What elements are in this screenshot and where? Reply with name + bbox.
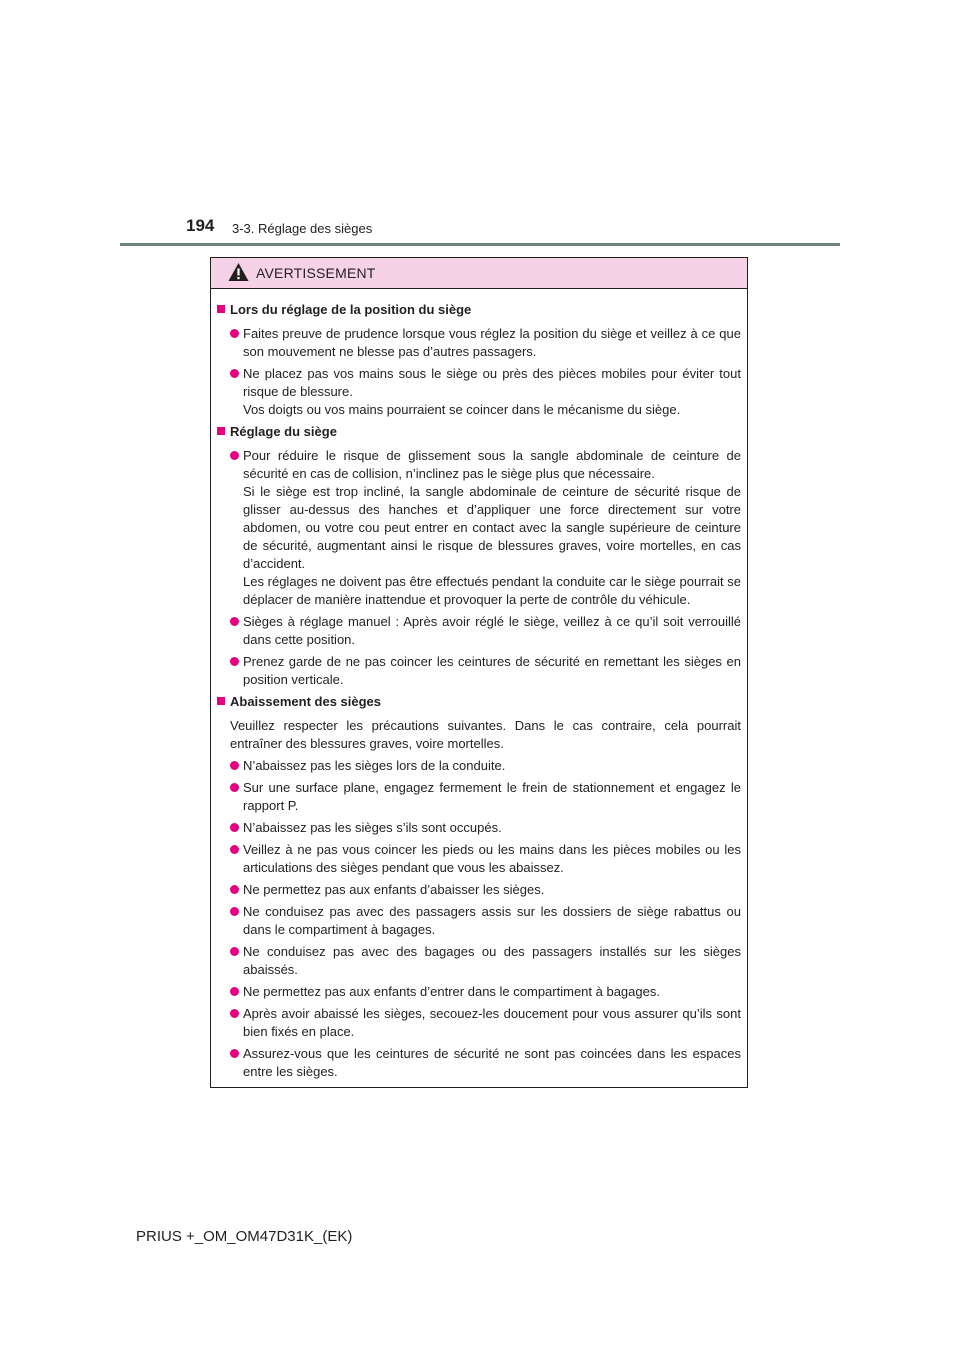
item-text: Les réglages ne doivent pas être effectués pendant la conduite car le siège pourrait se déplacer de manière inattendue et provoquer la perte de contrôle du véhicule. bbox=[243, 574, 741, 607]
list-item bbox=[217, 1045, 741, 1081]
item-text: Pour réduire le risque de glissement sous la sangle abdominale de ceinture de sécurité en cas de collision, n’inclinez pas le siège plus que nécessaire. bbox=[243, 448, 741, 481]
list-item bbox=[217, 841, 741, 877]
item-text: Ne placez pas vos mains sous le siège ou près des pièces mobiles pour éviter tout risque de blessure. bbox=[243, 366, 741, 399]
page-number: 194 bbox=[186, 216, 215, 235]
section-heading bbox=[217, 423, 741, 441]
warning-body bbox=[211, 289, 747, 1081]
warning-label: AVERTISSEMENT bbox=[256, 265, 376, 281]
item-text: Faites preuve de prudence lorsque vous réglez la position du siège et veillez à ce que son mouvement ne blesse pas d’autres passagers. bbox=[243, 326, 741, 359]
list-item bbox=[217, 365, 741, 419]
list-item bbox=[217, 983, 741, 1001]
square-bullet-icon bbox=[217, 305, 225, 313]
round-bullet-icon bbox=[230, 947, 239, 956]
section-heading-text: Réglage du siège bbox=[230, 424, 337, 439]
section-heading bbox=[217, 693, 741, 711]
list-item bbox=[217, 613, 741, 649]
item-text: Sur une surface plane, engagez fermement le frein de stationnement et engagez le rapport P. bbox=[243, 780, 741, 813]
round-bullet-icon bbox=[230, 907, 239, 916]
list-item bbox=[217, 447, 741, 609]
section-heading bbox=[217, 301, 741, 319]
round-bullet-icon bbox=[230, 657, 239, 666]
round-bullet-icon bbox=[230, 1009, 239, 1018]
document-code: PRIUS +_OM_OM47D31K_(EK) bbox=[136, 1228, 353, 1245]
item-text: Sièges à réglage manuel : Après avoir réglé le siège, veillez à ce qu’il soit verrouillé dans cette position. bbox=[243, 614, 741, 647]
round-bullet-icon bbox=[230, 823, 239, 832]
round-bullet-icon bbox=[230, 783, 239, 792]
round-bullet-icon bbox=[230, 885, 239, 894]
list-item bbox=[217, 903, 741, 939]
item-text: Ne permettez pas aux enfants d’entrer dans le compartiment à bagages. bbox=[243, 984, 660, 999]
section-intro bbox=[217, 717, 741, 753]
warning-box bbox=[210, 257, 748, 1088]
round-bullet-icon bbox=[230, 761, 239, 770]
square-bullet-icon bbox=[217, 427, 225, 435]
list-item bbox=[217, 819, 741, 837]
round-bullet-icon bbox=[230, 329, 239, 338]
item-text: Ne conduisez pas avec des passagers assis sur les dossiers de siège rabattus ou dans le compartiment à bagages. bbox=[243, 904, 741, 937]
item-text: Veillez à ne pas vous coincer les pieds ou les mains dans les pièces mobiles ou les articulations des sièges pendant que vous les abaissez. bbox=[243, 842, 741, 875]
list-item bbox=[217, 881, 741, 899]
item-text: Après avoir abaissé les sièges, secouez-les doucement pour vous assurer qu’ils sont bien fixés en place. bbox=[243, 1006, 741, 1039]
section-heading-text: Abaissement des sièges bbox=[230, 694, 382, 709]
round-bullet-icon bbox=[230, 845, 239, 854]
item-text: Assurez-vous que les ceintures de sécurité ne sont pas coincées dans les espaces entre les sièges. bbox=[243, 1046, 741, 1079]
warning-triangle-icon bbox=[228, 262, 249, 282]
list-item bbox=[217, 325, 741, 361]
item-text: N’abaissez pas les sièges s’ils sont occupés. bbox=[243, 820, 502, 835]
item-text: Si le siège est trop incliné, la sangle abdominale de ceinture de sécurité risque de glisser au-dessus des hanches et d’appliquer une force directement sur votre abdomen, ou votre cou peut entrer en contact avec la sangle supérieure de ceinture de sécurité, augmentant ainsi le risque de blessures graves, voire mortelles, en cas d’accident. bbox=[243, 484, 741, 571]
round-bullet-icon bbox=[230, 617, 239, 626]
list-item bbox=[217, 1005, 741, 1041]
list-item bbox=[217, 779, 741, 815]
section-title: 3-3. Réglage des sièges bbox=[232, 221, 373, 236]
item-text: Prenez garde de ne pas coincer les ceintures de sécurité en remettant les sièges en position verticale. bbox=[243, 654, 741, 687]
header-rule bbox=[120, 243, 840, 246]
list-item bbox=[217, 757, 741, 775]
item-text: Ne permettez pas aux enfants d’abaisser les sièges. bbox=[243, 882, 545, 897]
item-text: Ne conduisez pas avec des bagages ou des passagers installés sur les sièges abaissés. bbox=[243, 944, 741, 977]
item-text: Vos doigts ou vos mains pourraient se coincer dans le mécanisme du siège. bbox=[243, 402, 681, 417]
round-bullet-icon bbox=[230, 1049, 239, 1058]
square-bullet-icon bbox=[217, 697, 225, 705]
intro-text: Veuillez respecter les précautions suivantes. Dans le cas contraire, cela pourrait entraîner des blessures graves, voire mortelles. bbox=[230, 718, 741, 751]
round-bullet-icon bbox=[230, 987, 239, 996]
list-item bbox=[217, 653, 741, 689]
list-item bbox=[217, 943, 741, 979]
round-bullet-icon bbox=[230, 369, 239, 378]
round-bullet-icon bbox=[230, 451, 239, 460]
section-heading-text: Lors du réglage de la position du siège bbox=[230, 302, 472, 317]
warning-header bbox=[211, 258, 747, 289]
item-text: N’abaissez pas les sièges lors de la conduite. bbox=[243, 758, 506, 773]
